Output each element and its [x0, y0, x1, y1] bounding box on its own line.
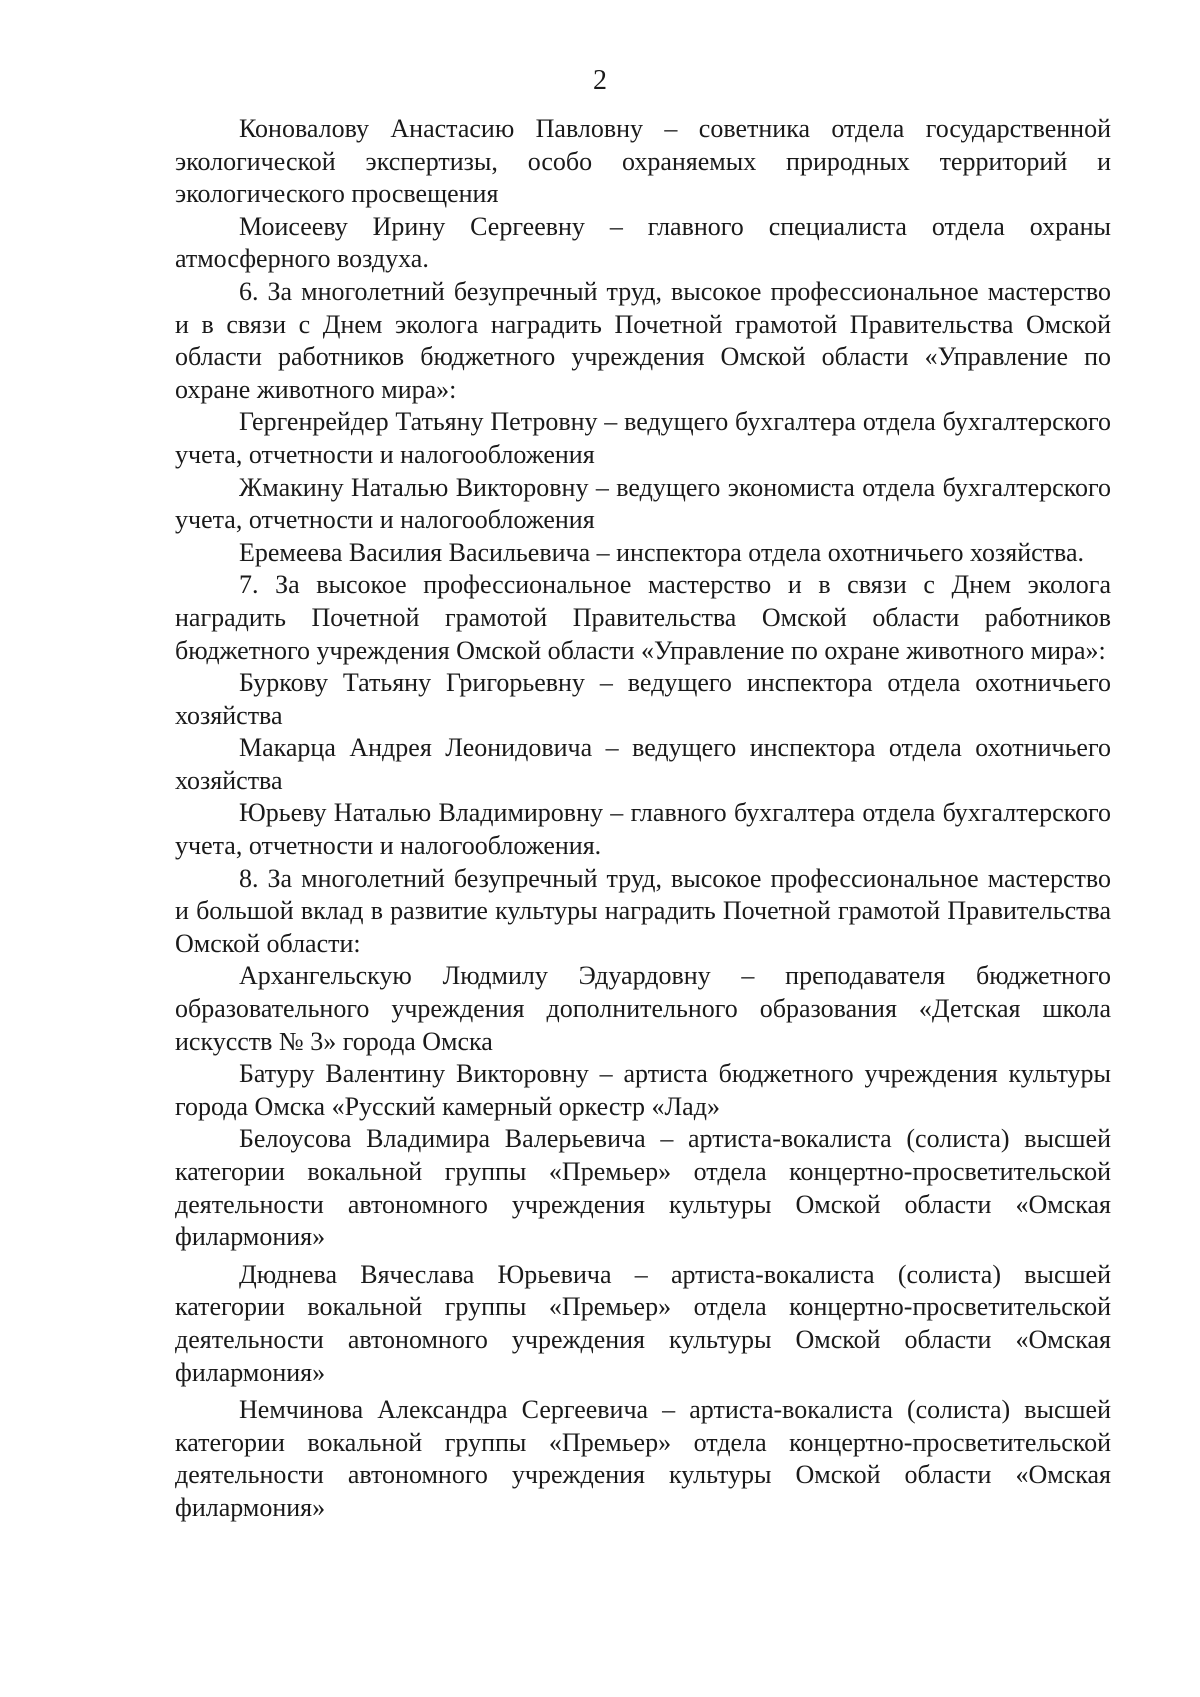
paragraph-yurieva: Юрьеву Наталью Владимировну – главного бухгалтера отдела бухгалтерского учета, отчетности и налогообложения. — [175, 798, 1111, 861]
paragraph-konovalova: Коновалову Анастасию Павловну – советника отдела государственной экологической экспертизы, особо охраняемых природных территорий и экологического просвещения — [175, 114, 1111, 209]
paragraph-belousov: Белоусова Владимира Валерьевича – артиста-вокалиста (солиста) высшей категории вокальной группы «Премьер» отдела концертно-просветительской деятельности автономного учреждения культуры Омской области «Омская филармония» — [175, 1124, 1111, 1252]
document-body — [175, 113, 1111, 1525]
paragraph-burkova: Буркову Татьяну Григорьевну – ведущего инспектора отдела охотничьего хозяйства — [175, 668, 1111, 730]
paragraph-moiseeva: Моисееву Ирину Сергеевну – главного специалиста отдела охраны атмосферного воздуха. — [175, 211, 1111, 274]
paragraph-eremeev: Еремеева Василия Васильевича – инспектора отдела охотничьего хозяйства. — [239, 537, 1084, 567]
paragraph-makarets: Макарца Андрея Леонидовича – ведущего инспектора отдела охотничьего хозяйства — [175, 733, 1111, 795]
page-number: 2 — [593, 65, 607, 96]
paragraph-arkhangelskaya: Архангельскую Людмилу Эдуардовну – преподавателя бюджетного образовательного учреждения дополнительного образования «Детская школа искусств № 3» города Омска — [175, 961, 1111, 1056]
paragraph-zhmakina: Жмакину Наталью Викторовну – ведущего экономиста отдела бухгалтерского учета, отчетности и налогообложения — [175, 472, 1111, 535]
paragraph-gergenreider: Гергенрейдер Татьяну Петровну – ведущего бухгалтера отдела бухгалтерского учета, отчетности и налогообложения — [175, 407, 1111, 469]
paragraph-item-7: 7. За высокое профессиональное мастерство и в связи с Днем эколога наградить Почетной грамотой Правительства Омской области работников бюджетного учреждения Омской области «Управление по охране животного мира»: — [175, 570, 1111, 665]
paragraph-dyudnev: Дюднева Вячеслава Юрьевича – артиста-вокалиста (солиста) высшей категории вокальной группы «Премьер» отдела концертно-просветительской деятельности автономного учреждения культуры Омской области «Омская филармония» — [175, 1259, 1111, 1387]
paragraph-batura: Батуру Валентину Викторовну – артиста бюджетного учреждения культуры города Омска «Русский камерный оркестр «Лад» — [175, 1059, 1111, 1121]
paragraph-item-8: 8. За многолетний безупречный труд, высокое профессиональное мастерство и большой вклад в развитие культуры наградить Почетной грамотой Правительства Омской области: — [175, 863, 1111, 958]
paragraph-nemchinov: Немчинова Александра Сергеевича – артиста-вокалиста (солиста) высшей категории вокальной группы «Премьер» отдела концертно-просветительской деятельности автономного учреждения культуры Омской области «Омская филармония» — [175, 1395, 1111, 1522]
paragraph-item-6: 6. За многолетний безупречный труд, высокое профессиональное мастерство и в связи с Днем эколога наградить Почетной грамотой Правительства Омской области работников бюджетного учреждения Омской области «Управление по охране животного мира»: — [175, 276, 1111, 404]
